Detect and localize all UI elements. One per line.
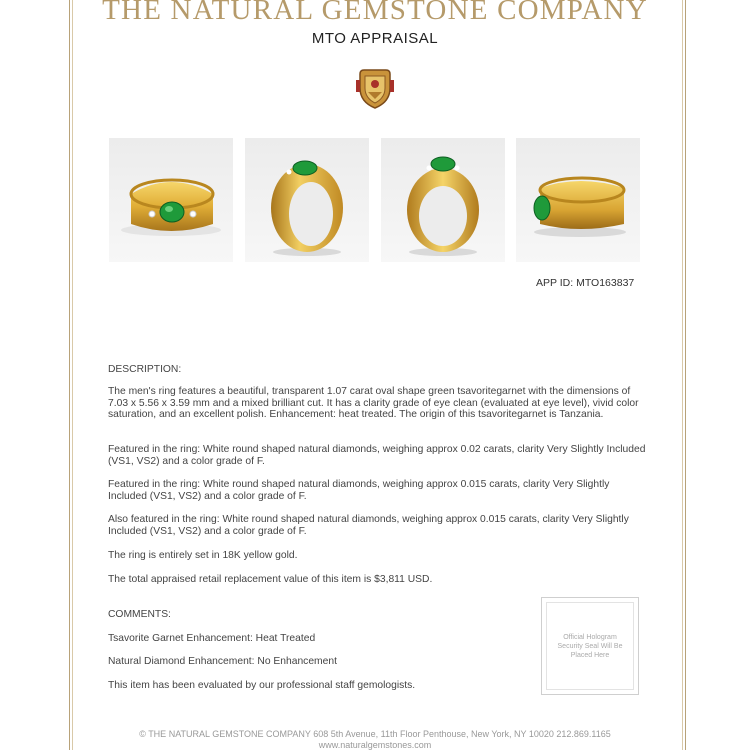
comments-heading: COMMENTS: [108, 609, 171, 620]
document-title: MTO APPRAISAL [311, 30, 439, 47]
appraisal-id: APP ID: MTO163837 [536, 277, 635, 289]
footer-website: www.naturalgemstones.com [318, 740, 432, 750]
comment-line-diamond: Natural Diamond Enhancement: No Enhancement [108, 656, 337, 667]
footer-address: © THE NATURAL GEMSTONE COMPANY 608 5th Avenue, 11th Floor Penthouse, New York, NY 10020 212.869.1165 [139, 729, 611, 739]
description-paragraph-diamonds-3: Also featured in the ring: White round shaped natural diamonds, weighing approx 0.015 carats, clarity Very Slightly Included (VS1, VS2) and a color grade of F. [108, 514, 629, 537]
company-name: THE NATURAL GEMSTONE COMPANY [102, 0, 648, 26]
ring-image-front [109, 138, 233, 262]
description-paragraph-stone: The men's ring features a beautiful, transparent 1.07 carat oval shape green tsavoritegarnet with the dimensions of 7.03 x 5.56 x 3.59 mm and a mixed brilliant cut. It has a clarity grade of eye clean (evaluated at eye level), vivid color saturation, and an excellent polish. Enhancement: heat treated. The origin of this tsavoritegarnet is Tanzania. [108, 386, 639, 421]
ring-image-top [381, 138, 505, 262]
description-paragraph-diamonds-2: Featured in the ring: White round shaped natural diamonds, weighing approx 0.015 carats, clarity Very Slightly Included (VS1, VS2) and a color grade of F. [108, 479, 610, 502]
hologram-seal-placeholder [541, 597, 639, 695]
ring-image-side-left [245, 138, 369, 262]
comment-line-evaluation: This item has been evaluated by our professional staff gemologists. [108, 680, 416, 691]
seal-text: Official Hologram Security Seal Will Be Placed Here [546, 602, 634, 690]
description-paragraph-diamonds-1: Featured in the ring: White round shaped natural diamonds, weighing approx 0.02 carats, clarity Very Slightly Included (VS1, VS2) and a color grade of F. [108, 444, 646, 467]
comment-line-garnet: Tsavorite Garnet Enhancement: Heat Treated [108, 633, 316, 644]
crest-icon [356, 66, 394, 110]
description-paragraph-value: The total appraised retail replacement value of this item is $3,811 USD. [108, 574, 433, 585]
description-paragraph-metal: The ring is entirely set in 18K yellow gold. [108, 550, 298, 561]
description-heading: DESCRIPTION: [108, 364, 182, 375]
ring-image-side-right [516, 138, 640, 262]
